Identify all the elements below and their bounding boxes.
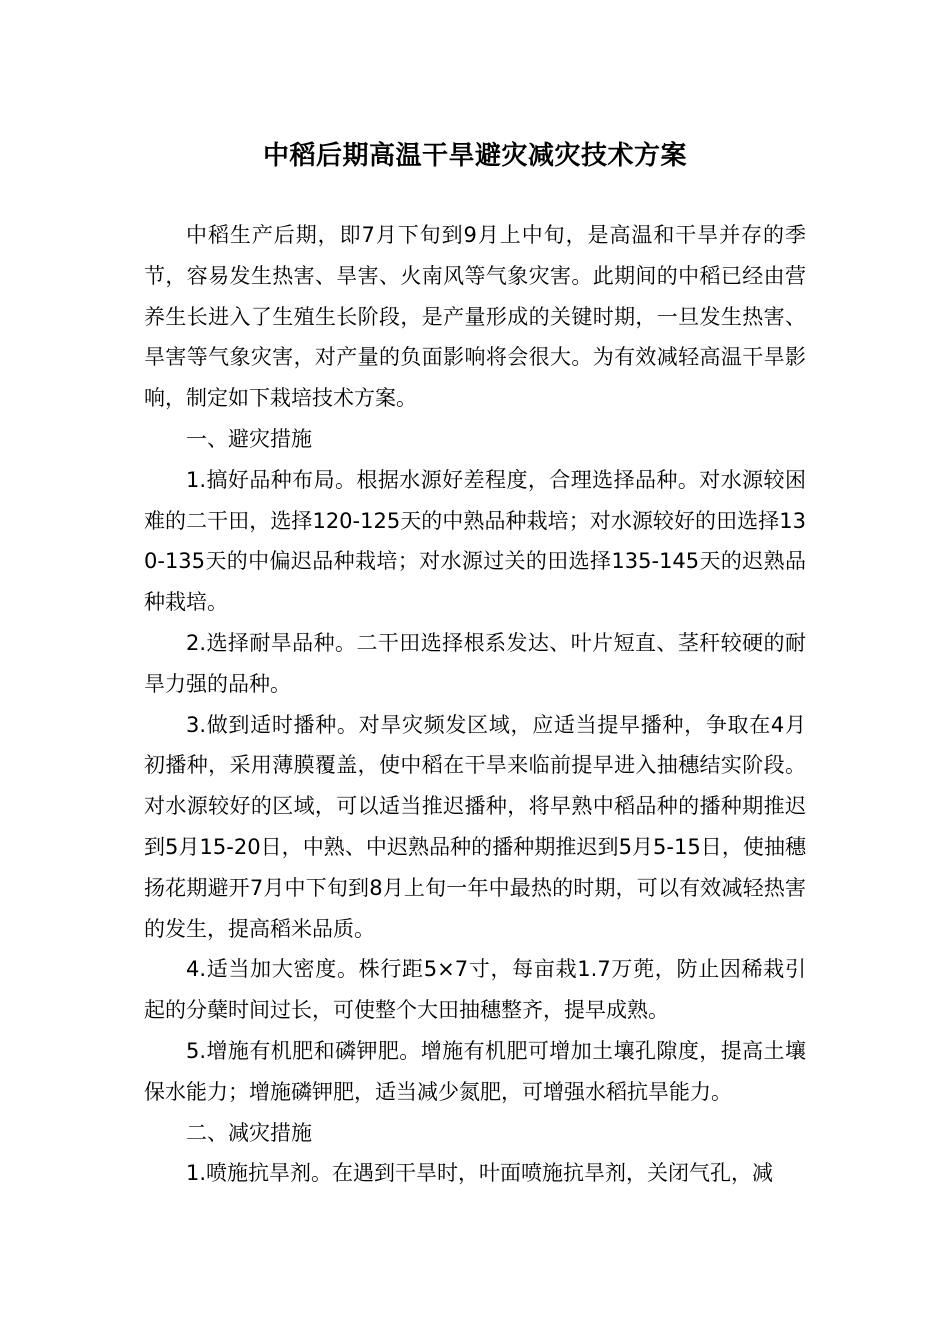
paragraph-timely-sowing: 3.做到适时播种。对旱灾频发区域，应适当提早播种，争取在4月初播种，采用薄膜覆盖，使中稻在干旱来临前提早进入抽穗结实阶段。对水源较好的区域，可以适当推迟播种，将早熟中稻品种的播种期推迟到5月15-20日，中熟、中迟熟品种的播种期推迟到5月5-15日，使抽穗扬花期避开7月中下旬到8月上旬一年中最热的时期，可以有效减轻热害的发生，提高稻米品质。 — [144, 712, 806, 941]
paragraph-variety-layout: 1.搞好品种布局。根据水源好差程度，合理选择品种。对水源较困难的二干田，选择120-125天的中熟品种栽培；对水源较好的田选择130-135天的中偏迟品种栽培；对水源过关的田选择135-145天的迟熟品种栽培。 — [144, 467, 806, 615]
section-heading-mitigation: 二、减灾措施 — [186, 1120, 312, 1145]
section-heading-avoidance: 一、避灾措施 — [186, 426, 312, 451]
document-body — [144, 215, 806, 1194]
paragraph-planting-density: 4.适当加大密度。株行距5×7寸，每亩栽1.7万蔸，防止因稀栽引起的分蘖时间过长，可使整个大田抽穗整齐，提早成熟。 — [144, 957, 806, 1023]
paragraph-drought-resistant-variety: 2.选择耐旱品种。二干田选择根系发达、叶片短直、茎秆较硬的耐旱力强的品种。 — [144, 630, 806, 696]
paragraph-antidrought-spray: 1.喷施抗旱剂。在遇到干旱时，叶面喷施抗旱剂，关闭气孔，减 — [186, 1161, 774, 1186]
paragraph-fertilizer: 5.增施有机肥和磷钾肥。增施有机肥可增加土壤孔隙度，提高土壤保水能力；增施磷钾肥，适当减少氮肥，可增强水稻抗旱能力。 — [144, 1038, 806, 1104]
document-title: 中稻后期高温干旱避灾减灾技术方案 — [262, 141, 687, 171]
intro-paragraph: 中稻生产后期，即7月下旬到9月上中旬，是高温和干旱并存的季节，容易发生热害、旱害、火南风等气象灾害。此期间的中稻已经由营养生长进入了生殖生长阶段，是产量形成的关键时期，一旦发生热害、旱害等气象灾害，对产量的负面影响将会很大。为有效减轻高温干旱影响，制定如下栽培技术方案。 — [144, 223, 806, 411]
